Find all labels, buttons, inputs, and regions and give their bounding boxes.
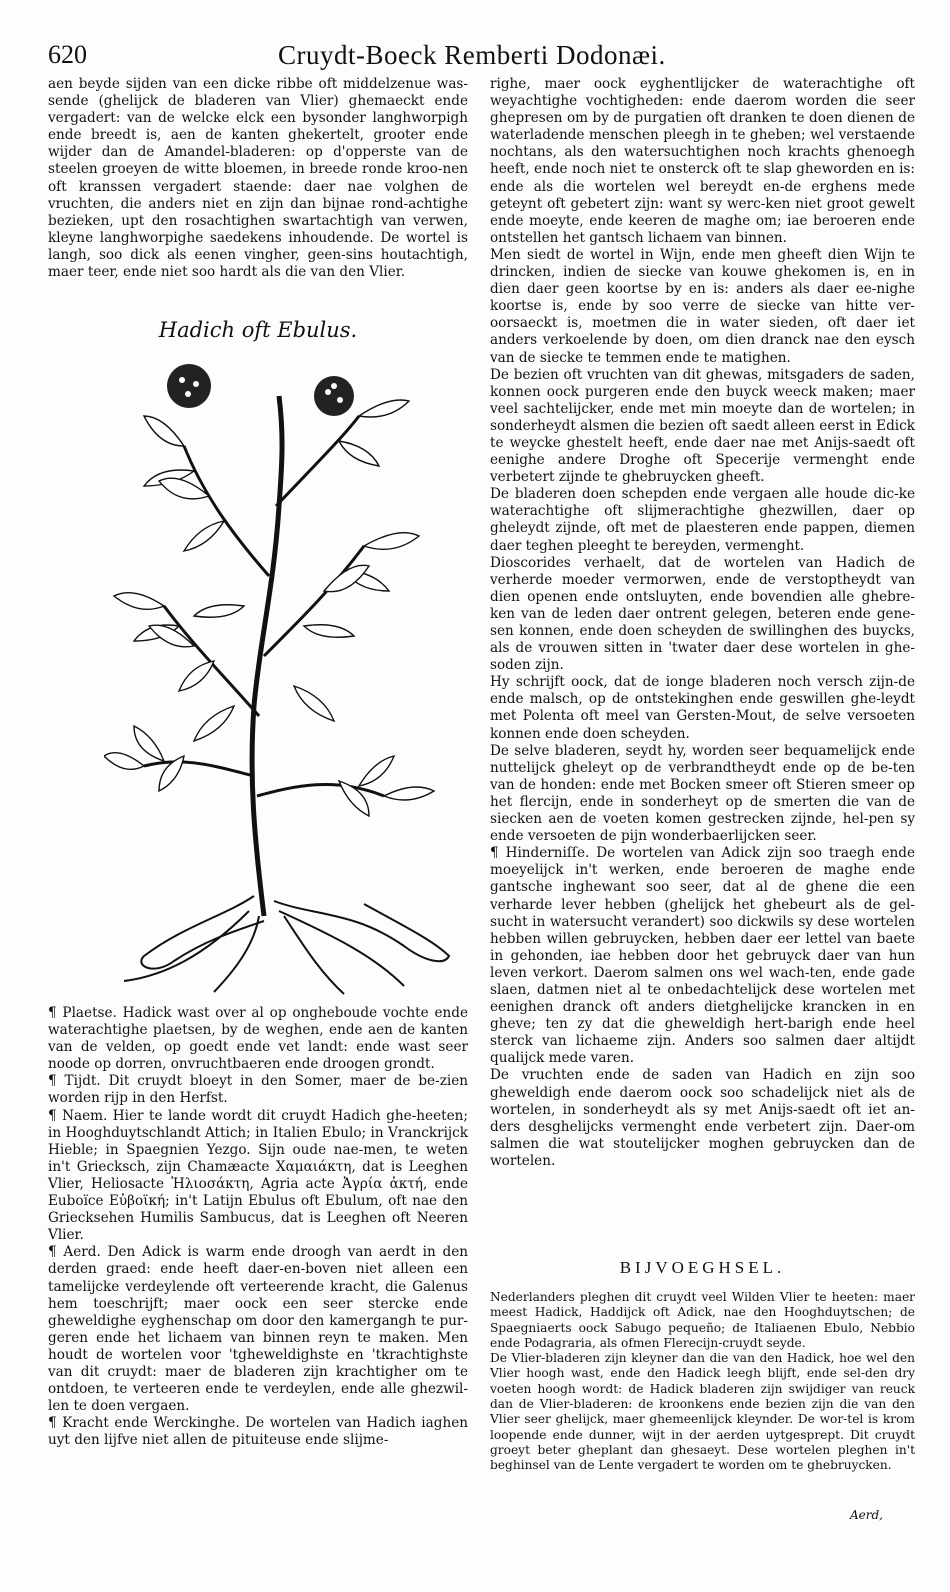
left-column-bottom <box>48 1005 468 1449</box>
page-header <box>48 40 928 76</box>
paragraph-kracht: ¶ Kracht ende Werckinghe. De wortelen van Hadich iaghen uyt den lijfve niet allen de pituiteuse ende slijme- <box>48 1415 468 1449</box>
paragraph: De selve bladeren, seydt hy, worden seer bequamelijck ende nuttelijck gheleyt op de verbrandtheydt ende op de be-ten van de honden: ende met Bocken smeer oft Stieren smeer op het flercijn, ende in sonderheyt op de smerten die van de siecken aen de voeten komen gestrecken zijnde, hel-pen sy ende versoeten de pijn wonderbaerlijcken seer. <box>490 742 915 845</box>
paragraph-plaetse: ¶ Plaetse. Hadick wast over al op ongheboude vochte ende waterachtighe plaetsen, by de weghen, ende aen de kanten van de velden, op goedt ende vet landt: ende wast seer noode op dorren, onvruchtbaeren ende droogen grondt. <box>48 1005 468 1073</box>
paragraph: De bezien oft vruchten van dit ghewas, mitsgaders de saden, konnen oock purgeren ende den buyck weeck maken; maer veel sachtelijcker, ende met min moeyte dan de wortelen; in sonderheydt alsmen die bezien oft saedt alleen eerst in Edick te weycke ghestelt heeft, ende daer nae met Anijs-saedt oft eenighe andere Droghe oft Specerije vermenght ende verbetert zijnde te ghebruycken gheeft. <box>490 366 915 486</box>
addendum-text <box>490 1290 915 1474</box>
paragraph: De vruchten ende de saden van Hadich en zijn soo gheweldigh ende daerom oock soo schadelijck niet als de wortelen, in sonderheydt als sy met Anijs-saedt oft iet an-ders desghelijcks vermenght ende verbetert zijn. Daer-om salmen die wat stoutelijcker moghen gebruycken dan de wortelen. <box>490 1067 915 1169</box>
plant-woodcut-illustration <box>104 356 454 998</box>
paragraph-tijdt: ¶ Tijdt. Dit cruydt bloeyt in den Somer, maer de be-zien worden rijp in den Herfst. <box>48 1073 468 1107</box>
paragraph-hinderniss: ¶ Hinderniſſe. De wortelen van Adick zijn soo traegh ende moeyelijck in't werken, ende beroeren de maghe ende gantsche inghewant soo seer, dat al de ghene die een verharde lever hebben (ghelijck het ghebeurt als de gel-sucht in watersucht verandert) soo dickwils sy dese wortelen hebben willen gebruycken, hebben daer eer lettel van baete in gehonden, iae hebben door het gebruyck daer van hun leven verkort. Daerom salmen ons wel wach-ten, ende gade slaen, datmen niet al te onbedachtelijck dese wortelen met eenighen dranck oft anders dietghelijcke krancken in en gheve; ten zy dat die gheweldigh hert-barigh ende heel sterck van lichaeme zijn. Anders soo salmen daer altijdt qualijck mede varen. <box>490 845 915 1067</box>
page-number: 620 <box>48 40 87 69</box>
catchword: Aerd, <box>850 1508 883 1522</box>
right-column <box>490 76 915 1170</box>
plant-title: Hadich oft Ebulus. <box>158 318 358 342</box>
running-title: Cruydt-Boeck Remberti Dodonæi. <box>278 40 666 70</box>
paragraph-naem: ¶ Naem. Hier te lande wordt dit cruydt Hadich ghe-heeten; in Hooghduytschlandt Attich; in Italien Ebulo; in Vranckrijck Hieble; in Spaegnien Yezgo. Sijn oude nae-men, te weten in't Griecksch, zijn Chamæacte Χαμαιάκτη, dat is Leeghen Vlier, Heliosacte Ἡλιοσάκτη, Agria acte Ἀγρία ἀκτή, ende Euboïce Εὐβοϊκή; in't Latijn Ebulus oft Ebulum, oft nae den Griecksehen Humilis Sambucus, dat is Leeghen oft Neeren Vlier. <box>48 1107 468 1244</box>
addendum-paragraph: De Vlier-bladeren zijn kleyner dan die van den Hadick, hoe wel den Vlier hoogh wast, ende den Hadick leegh blijft, ende sel-den dry voeten hoogh wordt: de Hadick bladeren zijn swijdiger van reuck dan de Vlier-bladeren: de kroonkens ende bezien zijn die van den Vlier seer ghelijck, maer ghemeenlijck kleynder. De wor-tel is krom loopende ende dunner, wijt in der aerden uytgesprept. Dit cruydt groeyt beter gheplant dan ghesaeyt. Dese wortelen pleghen in't beghinsel van de Lente vergadert te worden om te ghebruycken. <box>490 1351 915 1473</box>
paragraph-aerd: ¶ Aerd. Den Adick is warm ende droogh van aerdt in den derden graed: ende heeft daer-en-boven niet alleen een tamelijcke verdeylende oft verteerende kracht, die Galenus hem toeschrijft; maer oock een seer stercke ende gheweldighe eyghenschap om door den kamergangh te pur-geren ende het lichaem van binnen reyn te maken. Men houdt de wortelen voor 'tgheweldighste en 'tkrachtighste van dit cruydt: maer de bladeren zijn krachtigher om te ontdoen, te verteeren ende te verdeylen, ende alle ghezwil-len te doen vergaen. <box>48 1244 468 1415</box>
paragraph: righe, maer oock eyghentlijcker de waterachtighe oft weyachtighe vochtigheden: ende daerom worden die seer ghepresen om by de purgatien oft dranken te doen dienen de waterladende menschen pleegh in te gheben; wel verstaende nochtans, als den watersuchtighen noch krachts ghenoegh heeft, ende noch niet te onsterck oft te slap gheworden en is: ende als die wortelen wel bereydt en-de erghens mede geteynt oft gebetert zijn: want sy werc-ken niet groot gewelt ende moeyte, ende keeren de maghe om; iae beroeren ende ontstellen het gantsch lichaem van binnen. <box>490 76 915 246</box>
left-column-top <box>48 76 468 281</box>
paragraph: Hy schrijft oock, dat de ionge bladeren noch versch zijn-de ende malsch, op de ontstekinghen ende geswillen ghe-leydt met Polenta oft meel van Gersten-Mout, de selve versoeten konnen ende doen scheyden. <box>490 674 915 742</box>
addendum-paragraph: Nederlanders pleghen dit cruydt veel Wilden Vlier te heeten: maer meest Hadick, Haddijck oft Adick, nae den Hooghduytschen; de Spaegniaerts oock Sabugo pequeño; de Italiaenen Ebulo, Nebbio ende Podagraria, als ofmen Flerecijn-cruydt seyde. <box>490 1290 915 1350</box>
paragraph: Dioscorides verhaelt, dat de wortelen van Hadich de verherde moeder vermorwen, ende de verstoptheydt van dien openen ende ontsluyten, ende bovendien alle ghebre-ken van de leden daer ontrent gelegen, beteren ende gene-sen konnen, ende doen scheyden de swillinghen des buycks, als de vrouwen sitten in 'twater daer dese wortelen in ghe-soden zijn. <box>490 554 915 674</box>
paragraph: aen beyde sijden van een dicke ribbe oft middelzenue was-sende (ghelijck de bladeren van Vlier) ghemaeckt ende vergadert: van de welcke elck een bysonder langhworpigh ende breedt is, aen de kanten ghekertelt, grooter ende wijder dan de Amandel-bladeren: op d'opperste van de steelen groeyen de witte bloemen, in breede ronde kroo-nen oft kranssen vergadert staende: daer nae volghen de vruchten, die anders niet en zijn dan bijnae rond-achtighe bezieken, upt den rosachtighen swartachtigh van verwen, kleyne langhworpighe saedekens inhoudende. De wortel is langh, soo dick als eenen vingher, geen-sins houtachtigh, maer teer, ende niet soo hardt als die van den Vlier. <box>48 76 468 281</box>
paragraph: Men siedt de wortel in Wijn, ende men gheeft dien Wijn te drincken, indien de siecke van kouwe ghekomen is, en in dien daer geen koortse by en is: anders als daer ee-nighe koortse is, ende by soo verre de siecke van hitte ver-oorsaeckt is, moetmen die in water sieden, oft daer iet anders verkoelende by doen, om dien dranck nae den eysch van de siecke te temmen ende te matighen. <box>490 246 915 366</box>
paragraph: De bladeren doen schepden ende vergaen alle houde dic-ke waterachtighe oft slijmerachtighe ghezwillen, daer op gheleydt zijnde, oft met de plaesteren ende pappen, diemen daer teghen pleeght te bereyden, vermenght. <box>490 486 915 554</box>
addendum-title: BIJVOEGHSEL. <box>619 1258 786 1277</box>
